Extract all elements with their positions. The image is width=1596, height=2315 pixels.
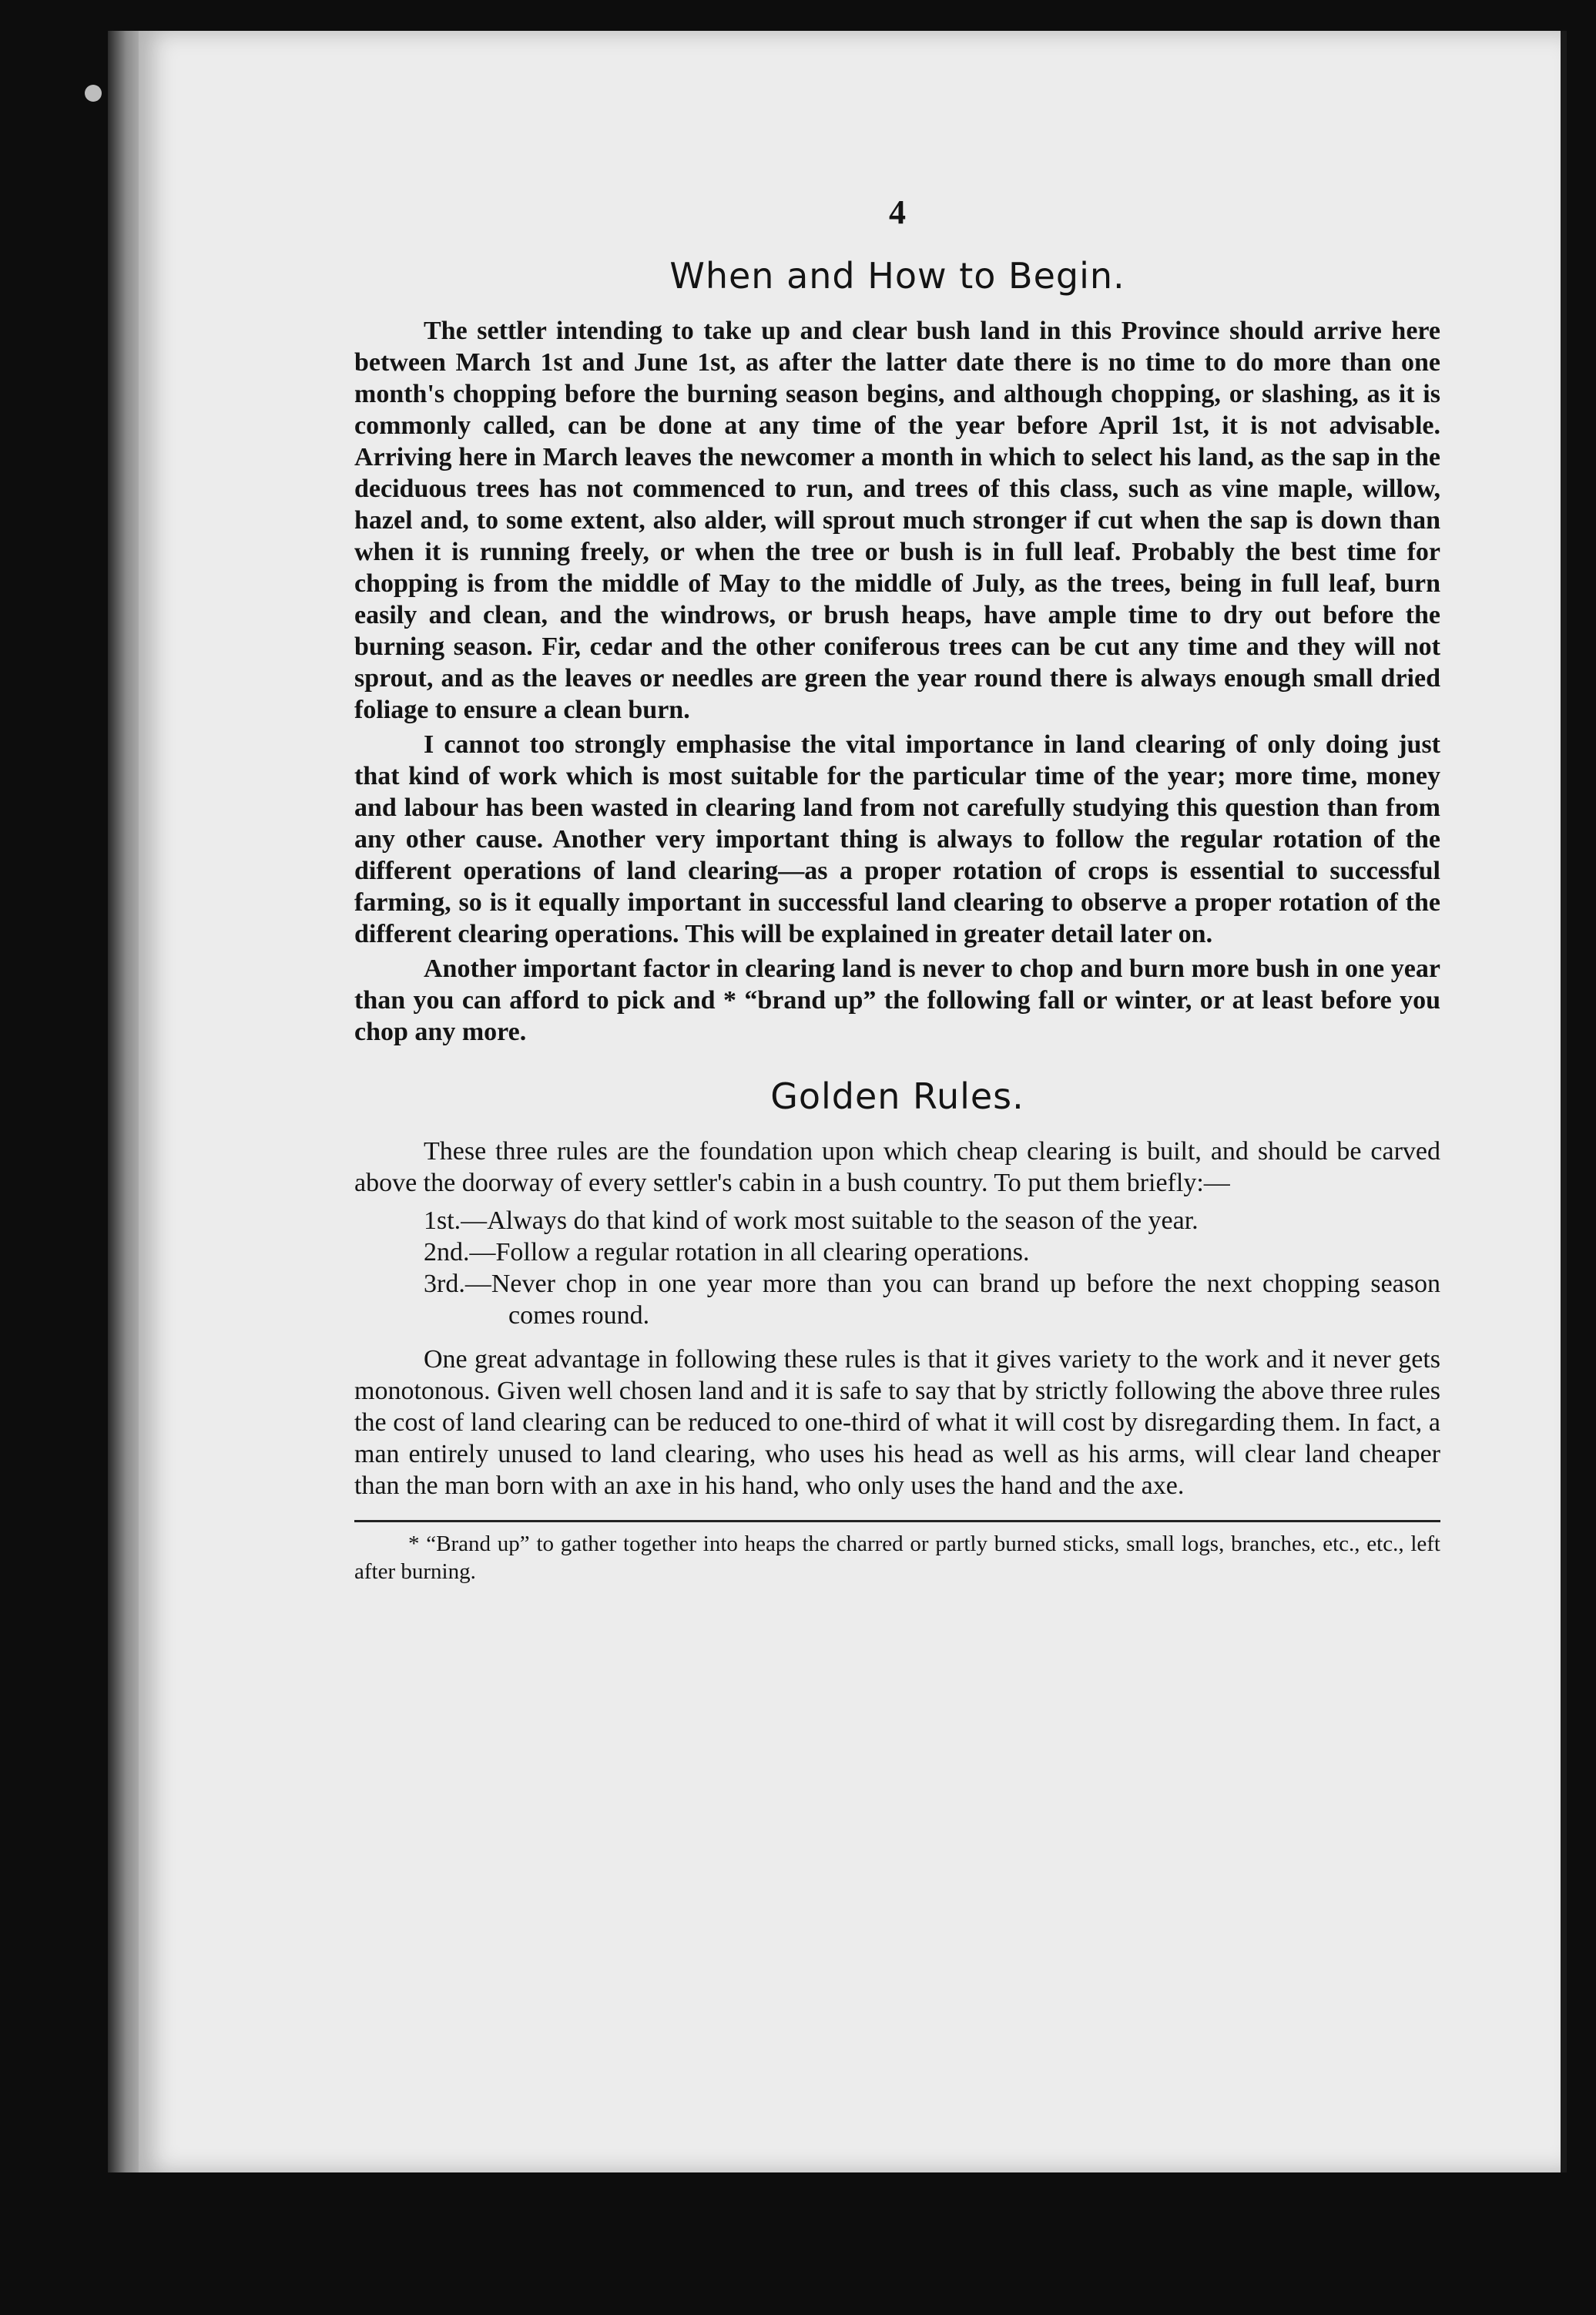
section-title-when-and-how: When and How to Begin. — [669, 255, 1125, 297]
paragraph: These three rules are the foundation upon which cheap clearing is built, and should be carved above the doorway of every settler's cabin in a bush country. To put them briefly:— — [354, 1137, 1440, 1197]
paragraph: Another important factor in clearing land is never to chop and burn more bush in one year than you can afford to pick and * “brand up” the following fall or winter, or at least before you chop any more. — [354, 955, 1440, 1046]
paragraph: One great advantage in following these rules is that it gives variety to the work and it never gets monotonous. Given well chosen land and it is safe to say that by strictly following the above three rules the cost of land clearing can be reduced to one-third of what it will cost by disregarding them. In fact, a man entirely unused to land clearing, who uses his head as well as his arms, will clear land cheaper than the man born with an axe in his hand, who only uses the hand and the axe. — [354, 1345, 1440, 1500]
rule-number: 2nd.— — [424, 1238, 496, 1267]
page-content — [354, 193, 1440, 1585]
list-item — [354, 1268, 1440, 1331]
golden-rules-section — [354, 1075, 1440, 1501]
rule-text: Always do that kind of work most suitable to the season of the year. — [487, 1206, 1199, 1235]
rules-list — [354, 1205, 1440, 1331]
footnote-divider — [354, 1520, 1440, 1522]
rule-text: Never chop in one year more than you can brand up before the next chopping season comes round. — [491, 1270, 1440, 1330]
rule-number: 1st.— — [424, 1206, 488, 1235]
paragraph: The settler intending to take up and clear bush land in this Province should arrive here between March 1st and June 1st, as after the latter date there is no time to do more than one month's chopping before the burning season begins, and although chopping, or slashing, as it is commonly called, can be done at any time of the year before April 1st, it is not advisable. Arriving here in March leaves the newcomer a month in which to select his land, as the sap in the deciduous trees has not commenced to run, and trees of this class, such as vine maple, willow, hazel and, to some extent, also alder, will sprout much stronger if cut when the sap is down than when it is running freely, or when the tree or bush is in full leaf. Probably the best time for chopping is from the middle of May to the middle of July, as the trees, being in full leaf, burn easily and clean, and the windrows, or brush heaps, have ample time to dry out before the burning season. Fir, cedar and the other coniferous trees can be cut any time and they will not sprout, and as the leaves or needles are green the year round there is always enough small dried foliage to ensure a clean burn. — [354, 317, 1440, 724]
list-item — [354, 1236, 1440, 1268]
rule-number: 3rd.— — [424, 1270, 491, 1298]
paragraph: I cannot too strongly emphasise the vital importance in land clearing of only doing just that kind of work which is most suitable for the particular time of the year; more time, money and labour has been wasted in clearing land from not carefully studying this question than from any other cause. Another very important thing is always to follow the regular rotation of the different operations of land clearing—as a proper rotation of crops is essential to successful farming, so is it equally important in successful land clearing to observe a proper rotation of the different clearing operations. This will be explained in greater detail later on. — [354, 730, 1440, 948]
list-item — [354, 1205, 1440, 1236]
page-number: 4 — [889, 193, 906, 231]
scan-edge-right — [1561, 31, 1567, 2172]
scan-blemish — [85, 85, 102, 102]
footnote: * “Brand up” to gather together into heaps the charred or partly burned sticks, small logs, branches, etc., etc., left after burning. — [354, 1532, 1440, 1584]
section-title-golden-rules: Golden Rules. — [770, 1075, 1024, 1117]
rule-text: Follow a regular rotation in all clearing operations. — [495, 1238, 1030, 1267]
